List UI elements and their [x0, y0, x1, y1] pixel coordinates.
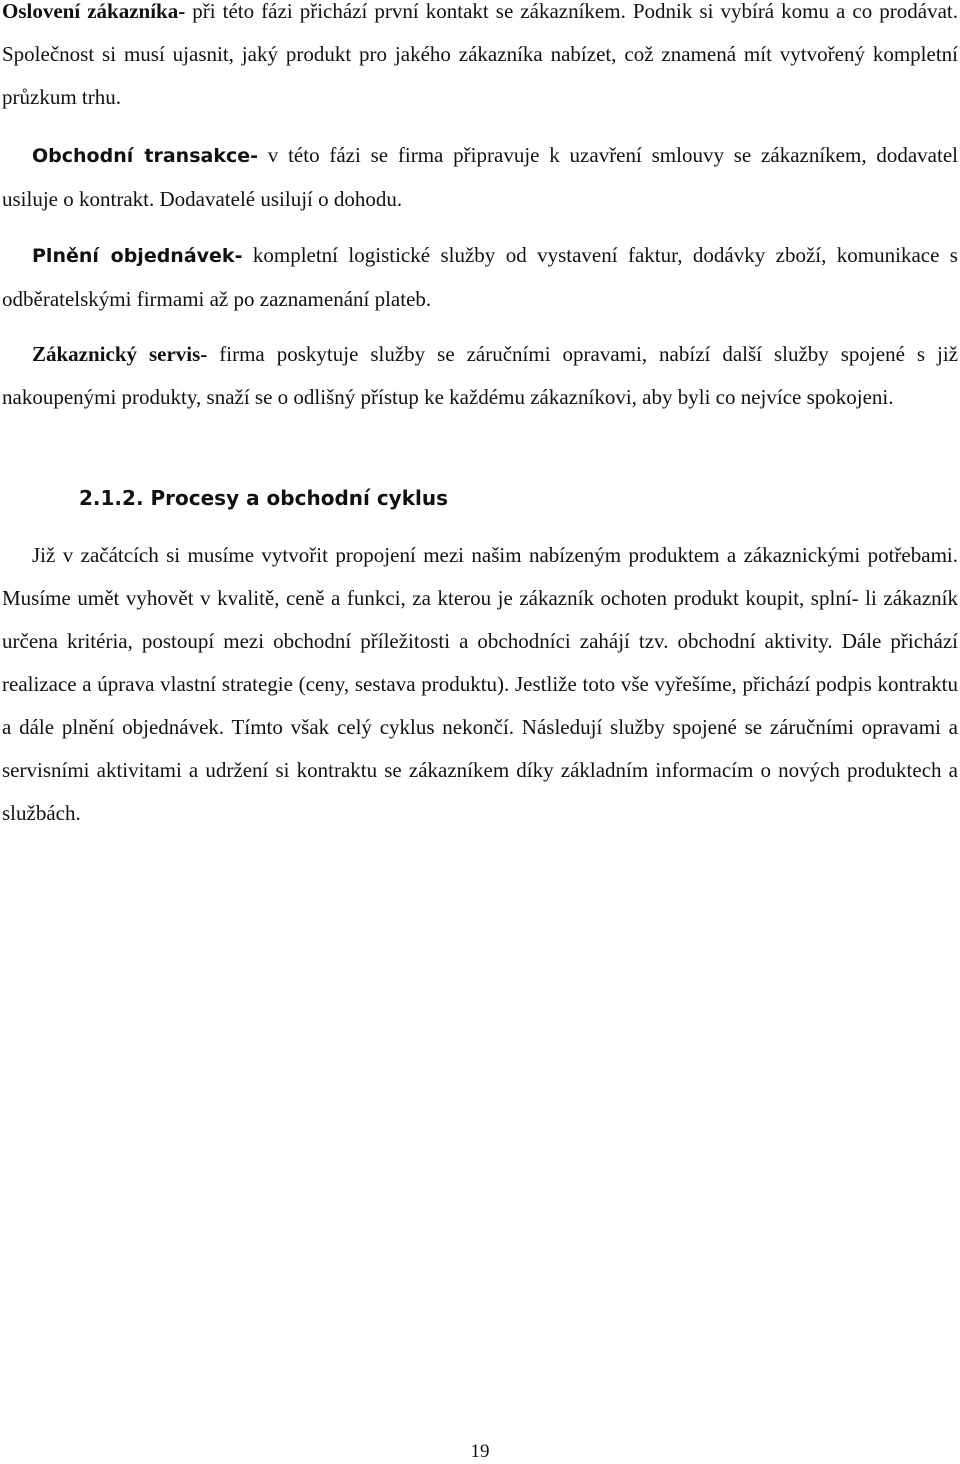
section-body-paragraph: [2, 534, 958, 835]
section-heading: 2.1.2. Procesy a obchodní cyklus: [79, 486, 449, 510]
paragraph-obchodni-transakce: [2, 134, 958, 221]
term-plneni-objednavek: Plnění objednávek-: [32, 245, 243, 267]
term-osloveni-zakaznika: Oslovení zákazníka-: [2, 0, 186, 23]
paragraph-text: kompletní logistické služby od vystavení faktur, dodávky zboží, komunikace s odběratelskými firmami až po zaznamenání plateb.: [2, 243, 958, 311]
term-zakaznicky-servis: Zákaznický servis-: [32, 342, 208, 366]
paragraph-osloveni-zakaznika: [2, 0, 958, 119]
paragraph-text: v této fázi se firma připravuje k uzavření smlouvy se zákazníkem, dodavatel usiluje o kontrakt. Dodavatelé usilují o dohodu.: [2, 143, 958, 211]
paragraph-zakaznicky-servis: [2, 333, 958, 419]
paragraph-plneni-objednavek: [2, 234, 958, 321]
term-obchodni-transakce: Obchodní transakce-: [32, 145, 258, 167]
page-number: 19: [470, 1441, 490, 1462]
paragraph-text: firma poskytuje služby se záručními opravami, nabízí další služby spojené s již nakoupenými produkty, snaží se o odlišný přístup ke každému zákazníkovi, aby byli co nejvíce spokojeni.: [2, 342, 958, 409]
section-body-text: Již v začátcích si musíme vytvořit propojení mezi našim nabízeným produktem a zákaznickými potřebami. Musíme umět vyhovět v kvalitě, ceně a funkci, za kterou je zákazník ochoten produkt koupit, splní- li zákazník určena kritéria, postoupí mezi obchodní příležitosti a obchodníci zahájí tzv. obchodní aktivity. Dále přichází realizace a úprava vlastní strategie (ceny, sestava produktu). Jestliže toto vše vyřešíme, přichází podpis kontraktu a dále plnění objednávek. Tímto však celý cyklus nekončí. Následují služby spojené se záručními opravami a servisními aktivitami a udržení si kontraktu se zákazníkem díky základním informacím o nových produktech a službách.: [2, 543, 958, 825]
paragraph-text: při této fázi přichází první kontakt se zákazníkem. Podnik si vybírá komu a co prodávat. Společnost si musí ujasnit, jaký produkt pro jakého zákazníka nabízet, což znamená mít vytvořený kompletní průzkum trhu.: [2, 0, 959, 109]
